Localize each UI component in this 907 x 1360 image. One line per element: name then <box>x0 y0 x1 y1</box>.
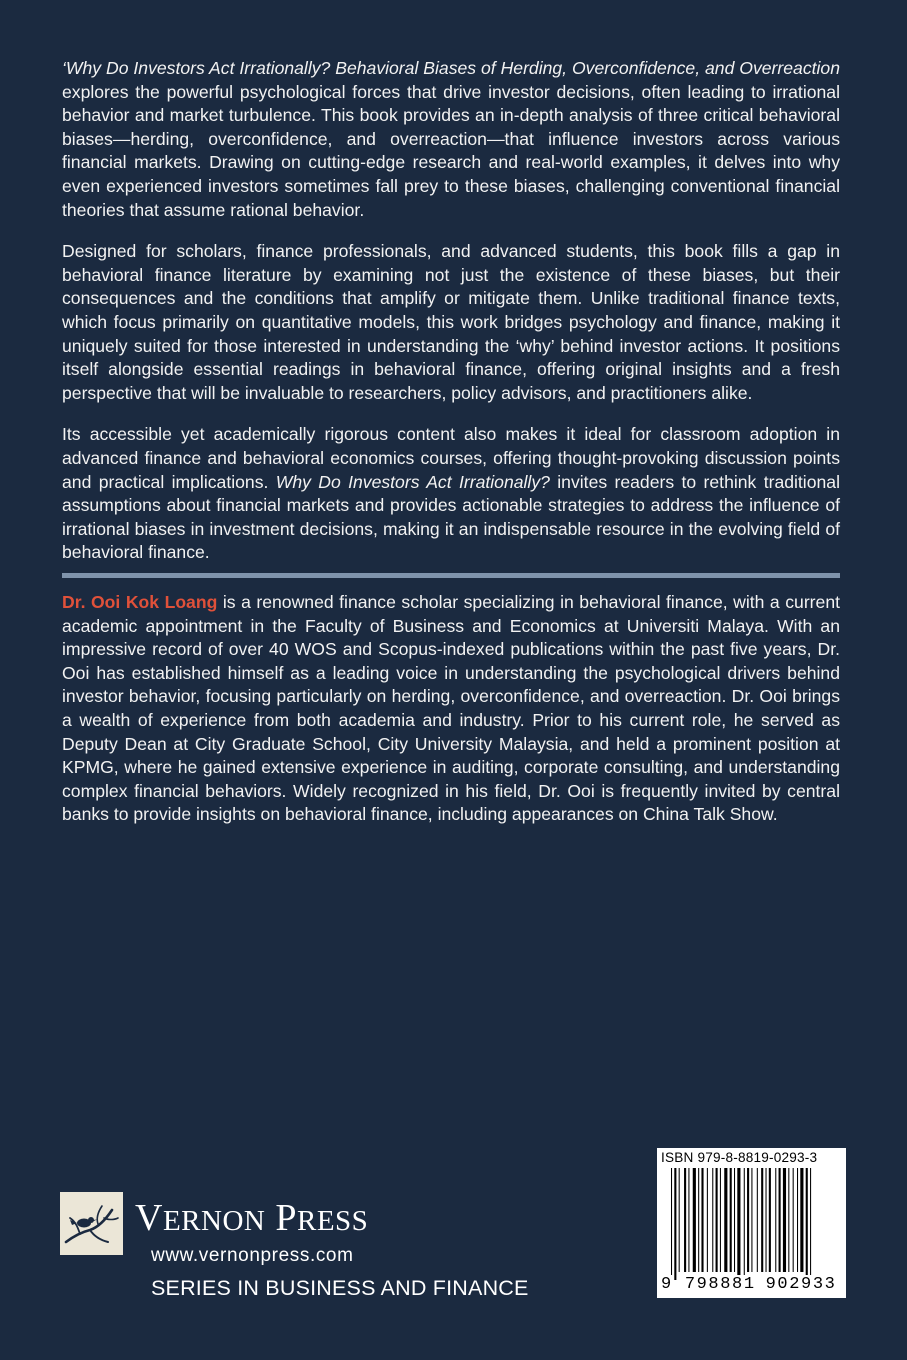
publisher-name-v: V <box>135 1197 163 1239</box>
barcode-bar <box>674 1168 676 1280</box>
description-paragraph-3-start: Its accessible yet academically rigorous content also makes it ideal for classroom adoption in advanced finance and behavioral economics courses, offering thought-provoking discussion points and practical implications. <box>62 424 840 492</box>
barcode-bar <box>769 1168 771 1272</box>
isbn-label: ISBN 979-8-8819-0293-3 <box>661 1150 818 1165</box>
barcode-bar <box>810 1168 811 1280</box>
barcode-bar <box>788 1168 789 1272</box>
publisher-block <box>60 1192 560 1312</box>
barcode-digit-group-1: 798881 <box>684 1275 756 1294</box>
barcode-bar <box>744 1168 745 1280</box>
barcode-bar <box>793 1168 794 1272</box>
barcode-bar <box>757 1168 758 1272</box>
barcode-bar <box>720 1168 721 1272</box>
barcode-bar <box>747 1168 749 1272</box>
author-bio <box>62 591 840 827</box>
barcode-bar <box>693 1168 696 1272</box>
barcode-bar <box>684 1168 686 1272</box>
barcode-bar <box>679 1168 680 1272</box>
barcode-bar <box>737 1168 740 1280</box>
book-title-italic-inline: Why Do Investors Act Irrationally? <box>275 471 550 492</box>
description-paragraph-1-body: explores the powerful psychological forces that drive investor decisions, often leading to irrational behavior and market turbulence. This book provides an in-depth analysis of three critical behavioral biases—herding, overconfidence, and overreaction—that influence investors across various financial markets. Drawing on cutting-edge research and real-world examples, it delves into why even experienced investors sometimes fall prey to these biases, challenging conventional financial theories that assume rational behavior. <box>62 81 840 220</box>
bird-on-branch-icon <box>60 1192 123 1255</box>
author-bio-text: is a renowned finance scholar specializing in behavioral finance, with a current academic appointment in the Faculty of Business and Economics at Universiti Malaya. With an impressive record of over 40 WOS and Scopus-indexed publications within the past five years, Dr. Ooi has established himself as a leading voice in understanding the psychological drivers behind investor behavior, focusing particularly on herding, overconfidence, and overreaction. Dr. Ooi brings a wealth of experience from both academia and industry. Prior to his current role, he served as Deputy Dean at City Graduate School, City University Malaysia, and held a prominent position at KPMG, where he gained extensive experience in auditing, corporate consulting, and understanding complex financial behaviors. Widely recognized in his field, Dr. Ooi is frequently invited by central banks to provide insights on behavioral finance, including appearances on China Talk Show. <box>62 592 840 825</box>
publisher-name-p: P <box>275 1197 297 1239</box>
description-paragraph-2: Designed for scholars, finance professionals, and advanced students, this book fills a gap in behavioral finance literature by examining not just the existence of these biases, but their consequences and the conditions that amplify or mitigate them. Unlike traditional finance texts, which focus primarily on quantitative models, this work bridges psychology and finance, making it uniquely suited for those interested in understanding the ‘why’ behind investor actions. It positions itself alongside essential readings in behavioral finance, offering original insights and a fresh perspective that will be invaluable to researchers, policy advisors, and practitioners alike. <box>62 241 840 403</box>
barcode-bar <box>806 1168 808 1280</box>
barcode-bar <box>701 1168 703 1272</box>
publisher-name-ernon: ERNON <box>162 1205 266 1237</box>
barcode-bar <box>716 1168 718 1272</box>
description-paragraph-3 <box>62 423 840 565</box>
barcode-bar <box>783 1168 786 1272</box>
barcode-bars <box>657 1168 846 1280</box>
series-name: SERIES IN BUSINESS AND FINANCE <box>151 1276 529 1300</box>
publisher-url: www.vernonpress.com <box>151 1245 354 1266</box>
author-name: Dr. Ooi Kok Loang <box>62 592 218 612</box>
barcode-bar <box>712 1168 713 1272</box>
barcode-bar <box>707 1168 708 1272</box>
barcode-digit-first: 9 <box>661 1275 673 1294</box>
barcode-bar <box>698 1168 699 1272</box>
book-title-italic: ‘Why Do Investors Act Irrationally? Behavioral Biases of Herding, Overconfidence, and Overreaction <box>62 58 840 78</box>
barcode-bar <box>724 1168 727 1272</box>
barcode-bar <box>751 1168 752 1272</box>
barcode-bar <box>761 1168 763 1272</box>
isbn-barcode <box>657 1148 846 1298</box>
description-paragraph-3-end: invites readers to rethink traditional assumptions about financial markets and provides actionable strategies to address the influence of irrational biases in investment decisions, making it an indispensable resource in the evolving field of behavioral finance. <box>62 471 840 563</box>
barcode-bar <box>734 1168 735 1272</box>
barcode-bar <box>730 1168 732 1272</box>
book-description <box>62 57 840 583</box>
publisher-name <box>135 1196 368 1243</box>
barcode-bar <box>775 1168 776 1272</box>
barcode-bar <box>766 1168 767 1272</box>
barcode-bar <box>688 1168 689 1272</box>
barcode-digits <box>657 1275 846 1295</box>
barcode-digit-group-2: 902933 <box>765 1275 837 1294</box>
barcode-bar <box>800 1168 803 1272</box>
barcode-bar <box>671 1168 672 1280</box>
section-divider <box>62 573 840 578</box>
barcode-bar <box>779 1168 781 1272</box>
publisher-name-ress: RESS <box>296 1205 369 1237</box>
barcode-bar <box>797 1168 798 1272</box>
description-paragraph-1 <box>62 57 840 222</box>
